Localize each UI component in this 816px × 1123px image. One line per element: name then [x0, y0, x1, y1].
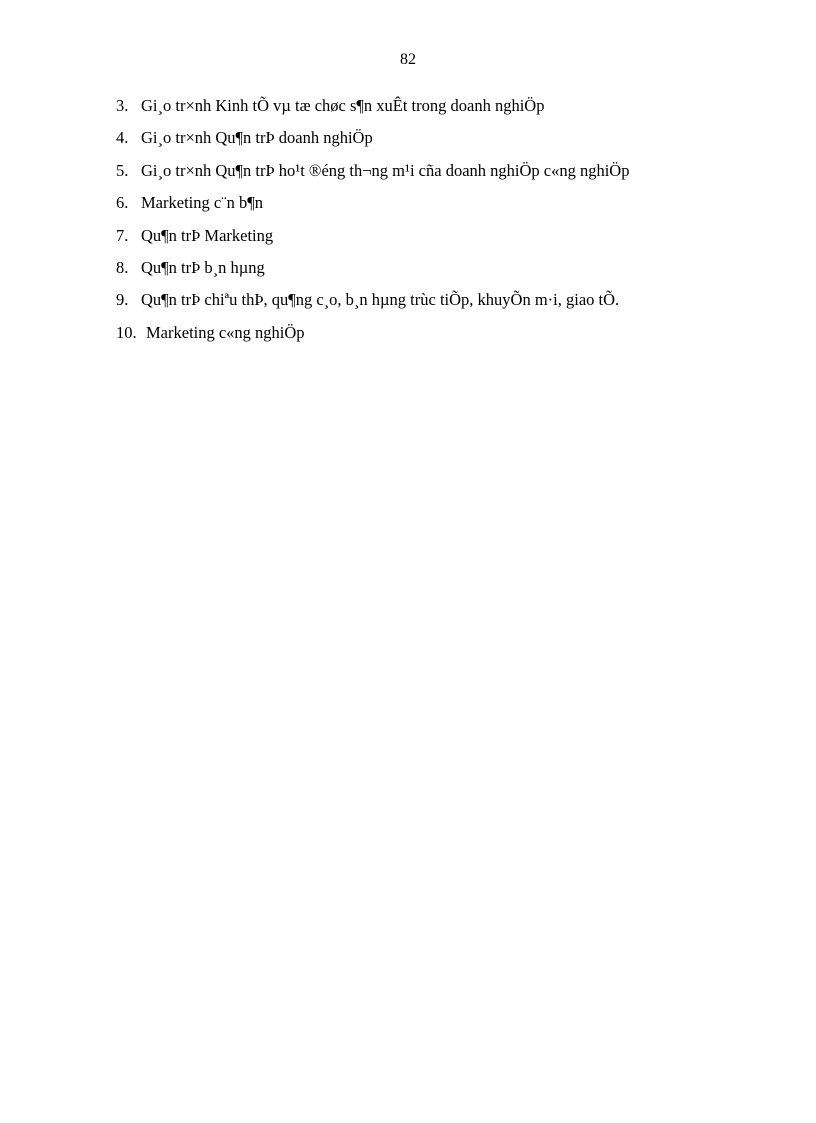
reference-text: Qu¶n trÞ Marketing	[141, 225, 274, 245]
reference-number: 8.	[116, 257, 129, 277]
reference-text: Marketing c«ng nghiÖp	[146, 322, 305, 342]
reference-item	[116, 159, 776, 191]
reference-number: 10.	[116, 322, 137, 342]
reference-number: 5.	[116, 160, 129, 180]
reference-text: Qu¶n trÞ b¸n hµng	[141, 257, 265, 277]
reference-item	[116, 288, 776, 320]
reference-number: 6.	[116, 193, 129, 213]
reference-item	[116, 126, 776, 158]
reference-number: 7.	[116, 225, 129, 245]
reference-text: Qu¶n trÞ chiªu thÞ, qu¶ng c¸o, b¸n hµng trùc tiÕp, khuyÕn m·i, giao tÕ.	[141, 290, 620, 310]
page-number: 82	[400, 51, 416, 68]
reference-number: 3.	[116, 96, 129, 115]
reference-item	[116, 256, 776, 288]
reference-item	[116, 191, 776, 223]
reference-number: 9.	[116, 290, 129, 310]
reference-text: Gi¸o tr×nh Qu¶n trÞ doanh nghiÖp	[141, 128, 373, 148]
reference-text: Gi¸o tr×nh Qu¶n trÞ ho¹t ®éng th¬ng m¹i cña doanh nghiÖp c«ng nghiÖp	[141, 160, 630, 180]
reference-item	[116, 321, 776, 353]
reference-item	[116, 224, 776, 256]
reference-number: 4.	[116, 128, 129, 148]
reference-text: Marketing c¨n b¶n	[141, 193, 264, 213]
reference-item	[116, 94, 776, 126]
reference-text: Gi¸o tr×nh Kinh tÕ vµ tæ chøc s¶n xuÊt trong doanh nghiÖp	[141, 96, 545, 115]
reference-list	[116, 94, 776, 353]
